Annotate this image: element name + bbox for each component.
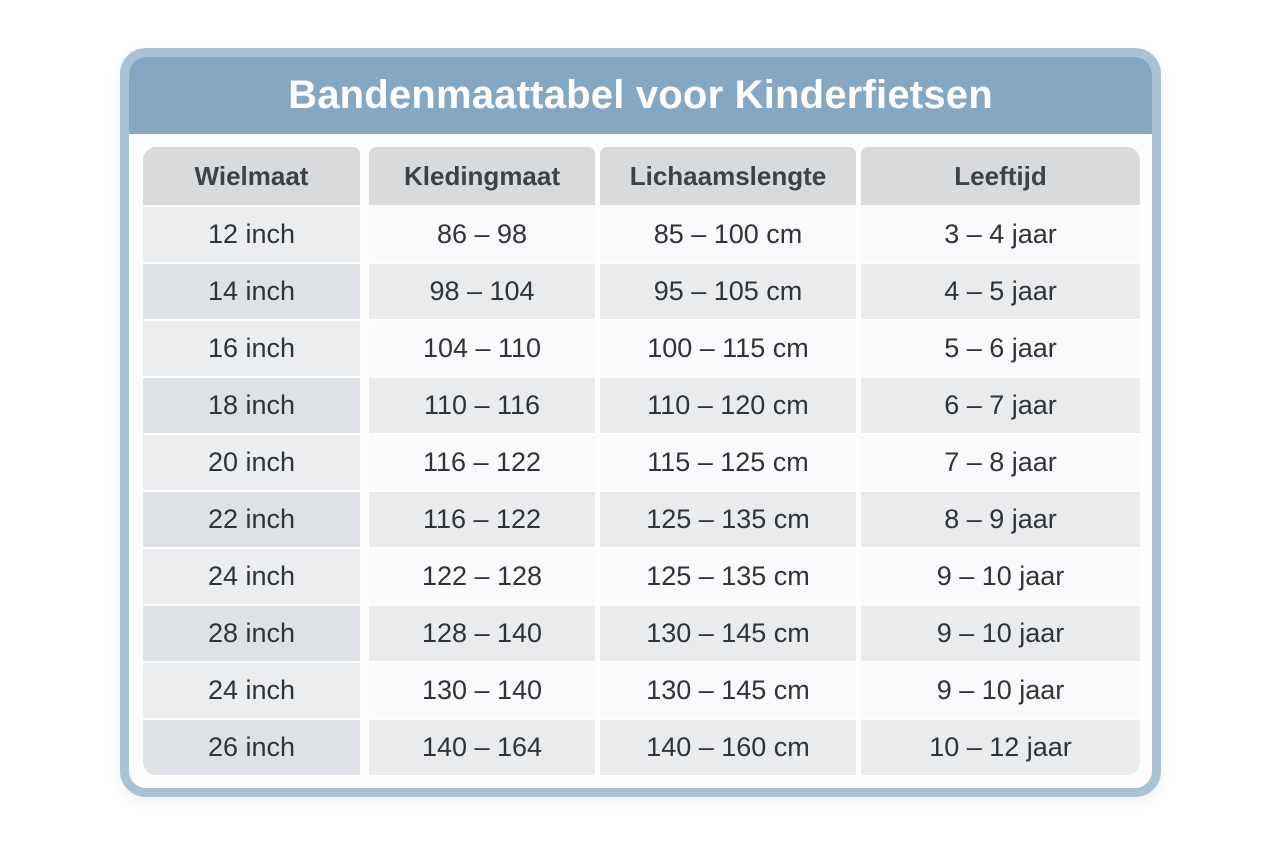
title-band	[129, 57, 1152, 134]
table-cell: 85 – 100 cm	[600, 207, 856, 262]
table-cell: 104 – 110	[369, 321, 595, 376]
table-cell: 16 inch	[143, 321, 360, 376]
table-container	[129, 134, 1152, 775]
table-cell: 122 – 128	[369, 549, 595, 604]
column-header-lichaamslengte: Lichaamslengte	[600, 147, 856, 205]
table-cell: 24 inch	[143, 663, 360, 718]
table-cell: 130 – 145 cm	[600, 663, 856, 718]
table-cell: 128 – 140	[369, 606, 595, 661]
table-cell: 3 – 4 jaar	[861, 207, 1140, 262]
table-cell: 8 – 9 jaar	[861, 492, 1140, 547]
column-header-leeftijd: Leeftijd	[861, 147, 1140, 205]
table-cell: 125 – 135 cm	[600, 492, 856, 547]
table-cell: 110 – 116	[369, 378, 595, 433]
table-cell: 5 – 6 jaar	[861, 321, 1140, 376]
table-cell: 116 – 122	[369, 435, 595, 490]
table-cell: 26 inch	[143, 720, 360, 775]
page-title: Bandenmaattabel voor Kinderfietsen	[288, 73, 993, 117]
table-cell: 6 – 7 jaar	[861, 378, 1140, 433]
table-cell: 98 – 104	[369, 264, 595, 319]
table-cell: 9 – 10 jaar	[861, 663, 1140, 718]
table-cell: 22 inch	[143, 492, 360, 547]
table-cell: 140 – 160 cm	[600, 720, 856, 775]
table-cell: 28 inch	[143, 606, 360, 661]
table-cell: 95 – 105 cm	[600, 264, 856, 319]
table-cell: 18 inch	[143, 378, 360, 433]
table-cell: 9 – 10 jaar	[861, 606, 1140, 661]
table-cell: 110 – 120 cm	[600, 378, 856, 433]
table-cell: 7 – 8 jaar	[861, 435, 1140, 490]
table-cell: 100 – 115 cm	[600, 321, 856, 376]
table-cell: 130 – 140	[369, 663, 595, 718]
table-cell: 115 – 125 cm	[600, 435, 856, 490]
table-cell: 86 – 98	[369, 207, 595, 262]
table-cell: 4 – 5 jaar	[861, 264, 1140, 319]
size-table	[143, 147, 1152, 775]
size-chart-card	[120, 48, 1161, 797]
table-cell: 125 – 135 cm	[600, 549, 856, 604]
table-cell: 20 inch	[143, 435, 360, 490]
column-header-wielmaat: Wielmaat	[143, 147, 360, 205]
table-cell: 14 inch	[143, 264, 360, 319]
column-header-kledingmaat: Kledingmaat	[369, 147, 595, 205]
table-cell: 10 – 12 jaar	[861, 720, 1140, 775]
table-cell: 116 – 122	[369, 492, 595, 547]
table-cell: 9 – 10 jaar	[861, 549, 1140, 604]
table-cell: 12 inch	[143, 207, 360, 262]
table-cell: 140 – 164	[369, 720, 595, 775]
table-cell: 24 inch	[143, 549, 360, 604]
table-cell: 130 – 145 cm	[600, 606, 856, 661]
